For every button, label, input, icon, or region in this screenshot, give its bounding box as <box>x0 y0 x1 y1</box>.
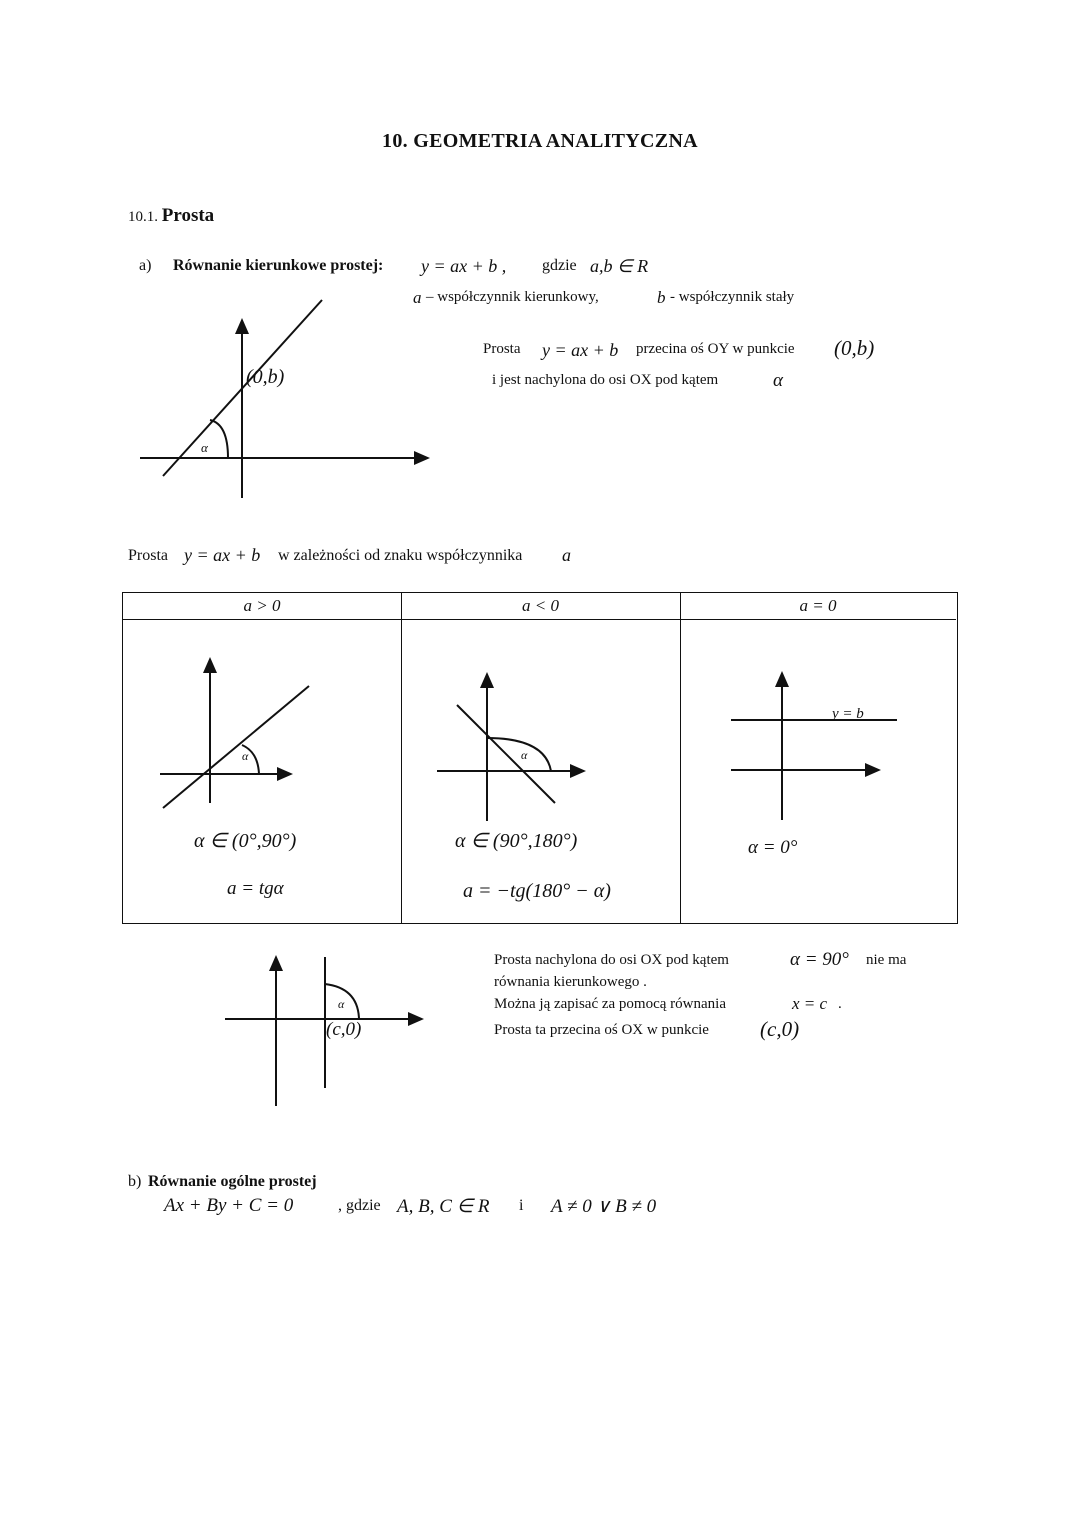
vert-graph-alpha: α <box>338 997 345 1011</box>
sign-intro-text: w zależności od znaku współczynnika <box>278 547 523 564</box>
vert-line4-text: Prosta ta przecina oś OX w punkcie <box>494 1022 709 1038</box>
section-number: 10.1. <box>128 209 158 225</box>
section-name: Prosta <box>161 205 215 226</box>
vert-line2: równania kierunkowego . <box>494 974 647 990</box>
desc-point: (0,b) <box>834 336 875 360</box>
part-b-where-cond: A, B, C ∈ R <box>397 1196 490 1217</box>
desc-prefix: Prosta <box>483 341 521 357</box>
col3-graph-label: y = b <box>832 706 864 722</box>
coef-b-symbol: b <box>657 288 666 307</box>
col2-graph-alpha: α <box>521 748 528 762</box>
part-b-where: , gdzie <box>338 1197 381 1214</box>
vert-x-arrow <box>408 1012 424 1026</box>
coef-a-symbol: a <box>413 288 422 307</box>
col2-alpha-range: α ∈ (90°,180°) <box>455 830 578 852</box>
desc-line2: i jest nachylona do osi OX pod kątem <box>492 372 719 388</box>
part-a-where: gdzie <box>542 257 577 274</box>
coef-a-desc: – współczynnik kierunkowy, <box>426 289 599 305</box>
part-b-heading: Równanie ogólne prostej <box>148 1173 317 1190</box>
col1-graph-alpha: α <box>242 749 249 763</box>
col1-formula: a = tgα <box>227 878 284 899</box>
part-a-where-cond: a,b ∈ R <box>590 256 649 276</box>
sign-intro-prefix: Prosta <box>128 547 168 564</box>
sign-intro-eq: y = ax + b <box>184 545 261 565</box>
vert-line3-math: x = c <box>792 994 828 1013</box>
vert-line4-math: (c,0) <box>760 1017 800 1041</box>
col3-alpha-range: α = 0° <box>748 837 798 858</box>
page-title: 10. GEOMETRIA ANALITYCZNA <box>382 130 698 152</box>
desc-mid: przecina oś OY w punkcie <box>636 341 795 357</box>
desc-alpha: α <box>773 370 783 391</box>
coef-b-desc: - współczynnik stały <box>670 289 795 305</box>
vert-y-arrow <box>269 955 283 971</box>
sign-intro-var: a <box>562 545 571 565</box>
col1-alpha-range: α ∈ (0°,90°) <box>194 830 297 852</box>
part-b-condition: A ≠ 0 ∨ B ≠ 0 <box>551 1196 657 1217</box>
col2-formula: a = −tg(180° − α) <box>463 880 611 902</box>
vert-line3-text: Można ją zapisać za pomocą równania <box>494 996 726 1012</box>
graph-alpha-label: α <box>201 440 208 455</box>
table-header-zero: a = 0 <box>680 593 956 620</box>
part-b-equation: Ax + By + C = 0 <box>164 1195 294 1216</box>
graph-point-label: (0,b) <box>246 366 285 388</box>
part-b-and: i <box>519 1197 524 1214</box>
table-header-negative: a < 0 <box>401 593 680 620</box>
table-header-positive: a > 0 <box>123 593 401 620</box>
vert-line1-tail: nie ma <box>866 952 907 968</box>
vert-line1-text: Prosta nachylona do osi OX pod kątem <box>494 952 729 968</box>
vert-line1-math: α = 90° <box>790 949 849 970</box>
part-a-equation: y = ax + b , <box>421 256 507 276</box>
part-a-heading: Równanie kierunkowe prostej: <box>173 257 384 274</box>
vert-graph-point: (c,0) <box>326 1019 362 1040</box>
vert-line3-tail: . <box>838 996 842 1012</box>
part-a-marker: a) <box>139 257 152 274</box>
desc-equation: y = ax + b <box>542 340 619 360</box>
part-b-marker: b) <box>128 1173 142 1190</box>
